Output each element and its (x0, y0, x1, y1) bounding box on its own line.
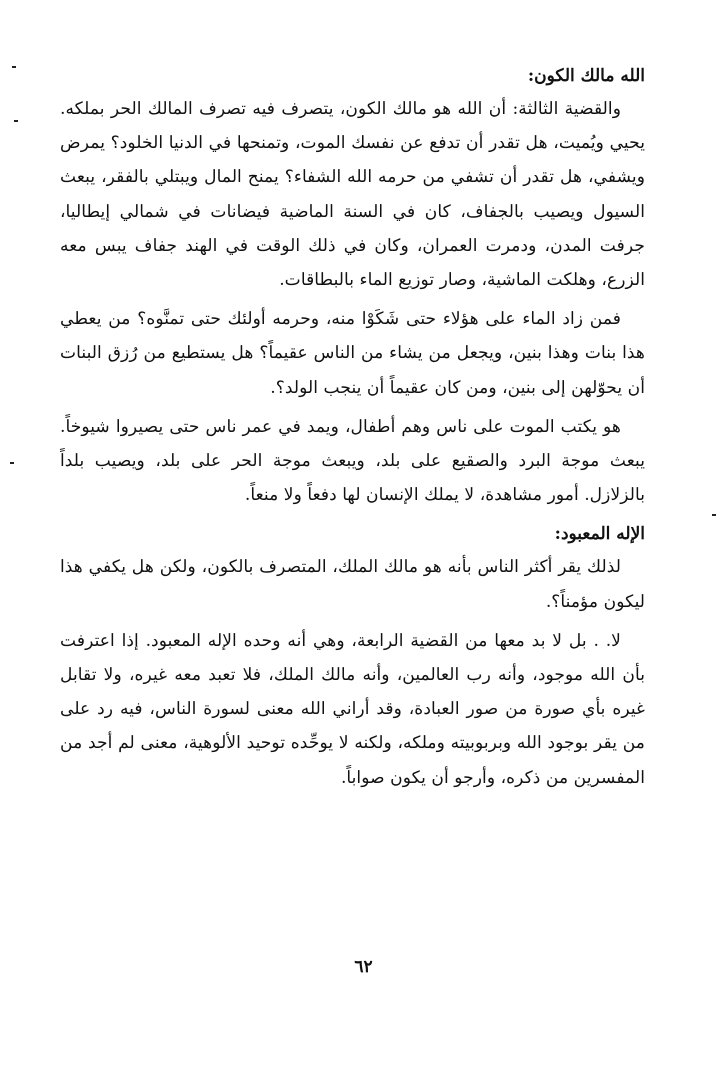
margin-mark (12, 66, 16, 68)
page-number: ٦٢ (354, 957, 373, 977)
paragraph: والقضية الثالثة: أن الله هو مالك الكون، يتصرف فيه تصرف المالك الحر بملكه. يحيي ويُميت، هل تقدر أن تدفع عن نفسك الموت، وتمنحها في الدنيا الخلود؟ يمرض ويشفي، هل تقدر أن تشفي من حرمه الله الشفاء؟ يمنح المال ويبتلي بالفقر، يبعث السيول ويصيب بالجفاف، كان في السنة الماضية فيضانات في شمالي إيطاليا، جرفت المدن، ودمرت العمران، وكان في ذلك الوقت في الهند جفاف يبس معه الزرع، وهلكت الماشية، وصار توزيع الماء بالبطاقات. (60, 99, 645, 291)
book-page (60, 62, 645, 795)
paragraph: فمن زاد الماء على هؤلاء حتى شَكَوْا منه، وحرمه أولئك حتى تمنَّوه؟ من يعطي هذا بنات وهذا بنين، ويجعل من يشاء من الناس عقيماً؟ هل يستطيع من رُزق البنات أن يحوّلهن إلى بنين، ومن كان عقيماً أن ينجب الولد؟. (60, 309, 645, 398)
paragraph: لا. . بل لا بد معها من القضية الرابعة، وهي أنه وحده الإله المعبود. إذا اعترفت بأن الله موجود، وأنه رب العالمين، وأنه مالك الملك، فلا تعبد معه غيره، ولا تقابل غيره بأي صورة من صور العبادة، وقد أراني الله معنى لسورة الناس، فيه رد على من يقر بوجود الله وبربوبيته وملكه، ولكنه لا يوحِّده توحيد الألوهية، معنى لم أجد من المفسرين من ذكره، وأرجو أن يكون صواباً. (60, 630, 645, 788)
margin-mark (10, 462, 14, 464)
margin-mark (14, 120, 18, 122)
section-heading-worshipped-god: الإله المعبود: (554, 524, 645, 545)
paragraph: لذلك يقر أكثر الناس بأنه هو مالك الملك، المتصرف بالكون، ولكن هل يكفي هذا ليكون مؤمناً؟. (60, 557, 645, 612)
margin-mark (712, 514, 716, 516)
paragraph: هو يكتب الموت على ناس وهم أطفال، ويمد في عمر ناس حتى يصيروا شيوخاً. يبعث موجة البرد والصقيع على بلد، ويبعث موجة الحر على بلد، ويصيب بلداً بالزلازل. أمور مشاهدة، لا يملك الإنسان لها دفعاً ولا منعاً. (60, 416, 645, 506)
section-heading-universe-owner: الله مالك الكون: (527, 66, 645, 86)
